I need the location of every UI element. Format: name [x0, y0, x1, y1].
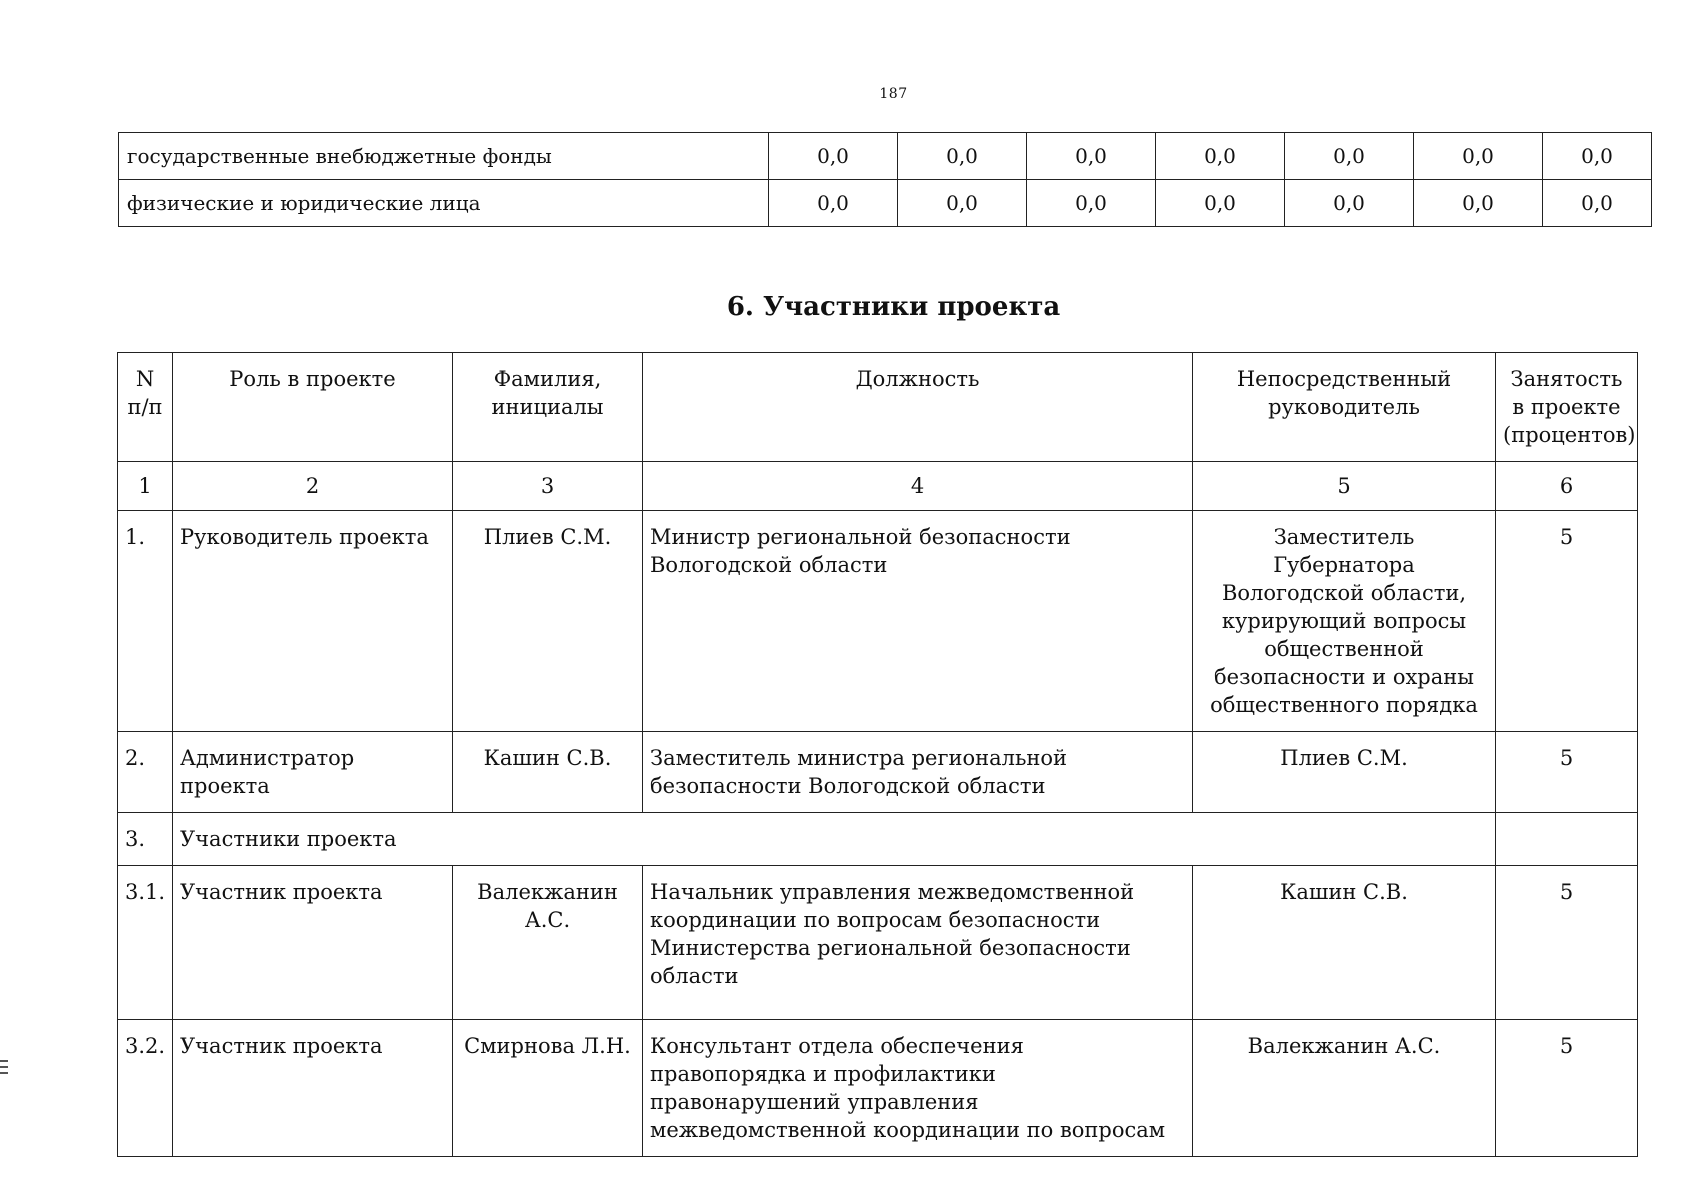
funding-value: 0,0 [1027, 133, 1156, 180]
row-employment: 5 [1496, 732, 1638, 813]
row-position: Консультант отдела обеспечения правопорядка и профилактики правонарушений управления межведомственной координации по вопросам [643, 1020, 1193, 1157]
row-position: Министр региональной безопасности Вологодской области [643, 511, 1193, 732]
row-number: 3.1. [118, 866, 173, 1020]
margin-mark [0, 1072, 8, 1074]
header-name: Фамилия, инициалы [453, 353, 643, 462]
funding-label: физические и юридические лица [119, 180, 769, 227]
funding-value: 0,0 [1027, 180, 1156, 227]
margin-mark [0, 1066, 8, 1068]
header-role: Роль в проекте [173, 353, 453, 462]
row-employment: 5 [1496, 866, 1638, 1020]
funding-value: 0,0 [769, 133, 898, 180]
column-number: 3 [453, 462, 643, 511]
column-number: 1 [118, 462, 173, 511]
funding-value: 0,0 [1285, 133, 1414, 180]
funding-value: 0,0 [898, 133, 1027, 180]
funding-value: 0,0 [898, 180, 1027, 227]
row-employment: 5 [1496, 511, 1638, 732]
page-number: 187 [879, 86, 908, 102]
row-group-label: Участники проекта [173, 813, 1496, 866]
funding-value: 0,0 [1543, 133, 1652, 180]
funding-value: 0,0 [1285, 180, 1414, 227]
funding-value: 0,0 [1543, 180, 1652, 227]
table-row [119, 180, 1652, 227]
section-title: 6. Участники проекта [726, 292, 1061, 322]
scan-margin-marks [0, 1060, 10, 1078]
table-row [118, 866, 1638, 1020]
participants-table [117, 352, 1638, 1157]
row-number: 2. [118, 732, 173, 813]
funding-value: 0,0 [1414, 133, 1543, 180]
funding-value: 0,0 [1156, 133, 1285, 180]
table-row [118, 511, 1638, 732]
header-supervisor: Непосредственный руководитель [1193, 353, 1496, 462]
row-role: Участник проекта [173, 866, 453, 1020]
row-supervisor: Валекжанин А.С. [1193, 1020, 1496, 1157]
header-position: Должность [643, 353, 1193, 462]
funding-value: 0,0 [1414, 180, 1543, 227]
row-employment: 5 [1496, 1020, 1638, 1157]
margin-mark [0, 1060, 8, 1062]
table-row [118, 1020, 1638, 1157]
row-name: Кашин С.В. [453, 732, 643, 813]
row-employment [1496, 813, 1638, 866]
row-position: Заместитель министра региональной безопасности Вологодской области [643, 732, 1193, 813]
row-supervisor: Кашин С.В. [1193, 866, 1496, 1020]
funding-sources-table [118, 132, 1652, 227]
column-number-row [118, 462, 1638, 511]
row-name: Валекжанин А.С. [453, 866, 643, 1020]
header-row [118, 353, 1638, 462]
row-number: 3. [118, 813, 173, 866]
column-number: 4 [643, 462, 1193, 511]
column-number: 2 [173, 462, 453, 511]
row-role: Участник проекта [173, 1020, 453, 1157]
row-number: 3.2. [118, 1020, 173, 1157]
row-position: Начальник управления межведомственной координации по вопросам безопасности Министерства региональной безопасности области [643, 866, 1193, 1020]
row-name: Смирнова Л.Н. [453, 1020, 643, 1157]
header-number: N п/п [118, 353, 173, 462]
table-row [118, 732, 1638, 813]
header-employment: Занятость в проекте (процентов) [1496, 353, 1638, 462]
funding-label: государственные внебюджетные фонды [119, 133, 769, 180]
funding-value: 0,0 [1156, 180, 1285, 227]
row-supervisor: Плиев С.М. [1193, 732, 1496, 813]
funding-value: 0,0 [769, 180, 898, 227]
table-row [119, 133, 1652, 180]
table-row [118, 813, 1638, 866]
row-name: Плиев С.М. [453, 511, 643, 732]
row-role: Администратор проекта [173, 732, 453, 813]
row-role: Руководитель проекта [173, 511, 453, 732]
row-supervisor: Заместитель Губернатора Вологодской области, курирующий вопросы общественной безопасности и охраны общественного порядка [1193, 511, 1496, 732]
column-number: 6 [1496, 462, 1638, 511]
column-number: 5 [1193, 462, 1496, 511]
row-number: 1. [118, 511, 173, 732]
